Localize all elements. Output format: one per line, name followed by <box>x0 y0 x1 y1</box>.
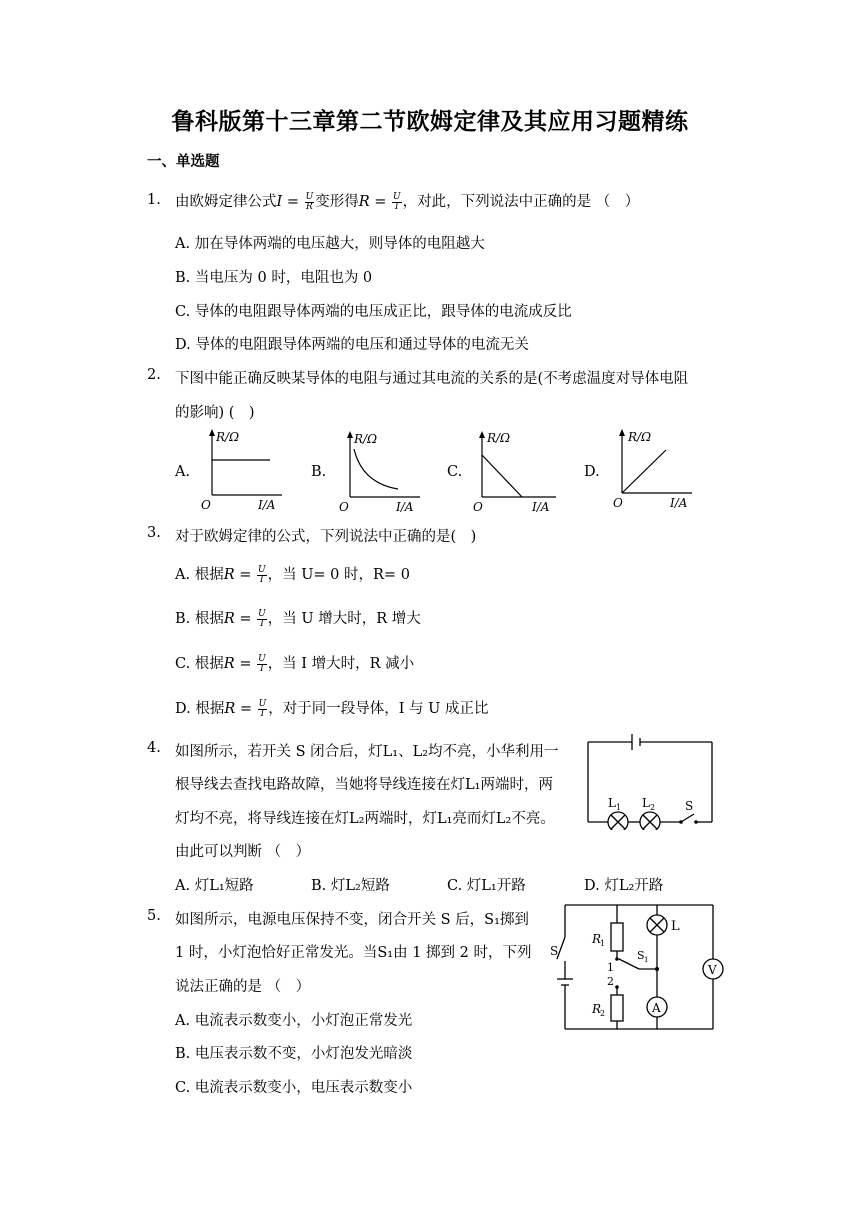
svg-text:1: 1 <box>616 803 622 812</box>
formula-fraction: $\frac{U}{R}$ <box>305 191 314 212</box>
question-4-stem-line2: 根导线去查找电路故障，当她将导线连接在灯L₁两端时，两 <box>175 777 553 793</box>
question-3-option-a[interactable]: A. 根据R = $\frac{U}{I}$ ，当 U= 0 时，R= 0 <box>175 564 410 585</box>
svg-text:S: S <box>685 799 694 813</box>
resistor-r1-icon <box>611 923 623 951</box>
question-5-option-b[interactable]: B. 电压表示数不变，小灯泡发光暗淡 <box>175 1046 413 1062</box>
x-axis-label: I/A <box>258 498 276 512</box>
svg-text:S: S <box>637 949 645 962</box>
question-4-stem-line4: 由此可以判断 （ ） <box>175 844 311 860</box>
question-2-option-d-label[interactable]: D. <box>584 464 600 480</box>
formula-fraction: $\frac{U}{I}$ <box>393 191 401 212</box>
question-4-option-d[interactable]: D. 灯L₂开路 <box>584 878 664 894</box>
page-title: 鲁科版第十三章第二节欧姆定律及其应用习题精练 <box>171 109 689 135</box>
graph-a <box>196 425 286 513</box>
graph-d <box>610 425 700 513</box>
question-1-option-a[interactable]: A. 加在导体两端的电压越大，则导体的电阻越大 <box>175 236 485 252</box>
question-1-number: 1. <box>147 192 161 208</box>
origin-label: O <box>339 500 349 513</box>
graph-c <box>470 425 560 513</box>
origin-label: O <box>201 498 211 512</box>
lamp-l2-icon <box>640 812 660 830</box>
question-3-number: 3. <box>147 525 161 541</box>
x-axis-label: I/A <box>396 500 414 513</box>
question-5-stem-line2: 1 时，小灯泡恰好正常发光。当S₁由 1 掷到 2 时，下列 <box>175 945 532 961</box>
question-4-option-a[interactable]: A. 灯L₁短路 <box>175 878 254 894</box>
svg-text:2: 2 <box>650 803 656 812</box>
question-3-stem: 对于欧姆定律的公式，下列说法中正确的是( ) <box>175 529 477 545</box>
question-4-option-b[interactable]: B. 灯L₂短路 <box>311 878 390 894</box>
svg-text:1: 1 <box>644 956 649 964</box>
y-axis-label: R/Ω <box>354 432 378 446</box>
question-3-option-d[interactable]: D. 根据R = $\frac{U}{I}$ ，对于同一段导体，I 与 U 成正比 <box>175 698 489 719</box>
y-axis-label: R/Ω <box>216 430 240 444</box>
selector-switch-s1-icon <box>619 959 639 969</box>
x-axis-label: I/A <box>670 496 688 510</box>
question-4-stem-line3: 灯均不亮，将导线连接在灯L₂两端时，灯L₁亮而灯L₂不亮。 <box>175 811 555 827</box>
svg-text:A: A <box>652 1001 661 1015</box>
circuit-diagram-q4 <box>580 730 720 830</box>
question-1-option-d[interactable]: D. 导体的电阻跟导体两端的电压和通过导体的电流无关 <box>175 337 529 353</box>
question-5-stem-line3: 说法正确的是 （ ） <box>175 979 311 995</box>
svg-text:L: L <box>642 796 650 810</box>
origin-label: O <box>473 500 483 513</box>
question-4-number: 4. <box>147 740 161 756</box>
svg-text:L: L <box>608 796 616 810</box>
svg-text:1: 1 <box>600 939 606 948</box>
resistor-r2-icon <box>611 995 623 1021</box>
graph-b <box>334 425 424 513</box>
x-axis-label: I/A <box>532 500 550 513</box>
question-5-option-c[interactable]: C. 电流表示数变小，电压表示数变小 <box>175 1080 413 1096</box>
question-2-stem-line2: 的影响) ( ) <box>175 405 255 421</box>
circuit-diagram-q5 <box>545 897 725 1037</box>
question-3-option-c[interactable]: C. 根据R = $\frac{U}{I}$ ，当 I 增大时，R 减小 <box>175 653 415 674</box>
svg-text:R: R <box>592 932 602 946</box>
question-4-option-c[interactable]: C. 灯L₁开路 <box>447 878 526 894</box>
y-axis-label: R/Ω <box>628 430 652 444</box>
svg-text:L: L <box>671 919 680 934</box>
question-5-option-a[interactable]: A. 电流表示数变小，小灯泡正常发光 <box>175 1013 413 1029</box>
lamp-l1-icon <box>608 812 628 830</box>
svg-text:S: S <box>550 944 559 958</box>
question-1-option-b[interactable]: B. 当电压为 0 时，电阻也为 0 <box>175 270 373 286</box>
question-5-stem-line1: 如图所示，电源电压保持不变，闭合开关 S 后，S₁掷到 <box>175 912 529 928</box>
origin-label: O <box>613 496 623 510</box>
question-2-option-b-label[interactable]: B. <box>311 464 327 480</box>
switch-icon <box>681 814 694 822</box>
question-1-option-c[interactable]: C. 导体的电阻跟导体两端的电压成正比，跟导体的电流成反比 <box>175 304 572 320</box>
question-1-stem: 由欧姆定律公式I = $\frac{U}{R}$ 变形得R = $\frac{U}{I}$ ，对此，下列说法中正确的是 （ ） <box>175 191 640 212</box>
question-2-option-a-label[interactable]: A. <box>175 464 191 480</box>
question-5-number: 5. <box>147 908 161 924</box>
y-axis-label: R/Ω <box>487 431 511 445</box>
svg-text:V: V <box>708 963 717 977</box>
question-2-option-c-label[interactable]: C. <box>447 464 463 480</box>
svg-text:R: R <box>592 1002 602 1016</box>
question-2-stem-line1: 下图中能正确反映某导体的电阻与通过其电流的关系的是(不考虑温度对导体电阻 <box>175 371 689 387</box>
svg-text:2: 2 <box>607 975 614 988</box>
svg-text:2: 2 <box>600 1009 606 1018</box>
svg-text:1: 1 <box>607 961 614 974</box>
section-heading: 一、单选题 <box>147 154 220 170</box>
question-4-stem-line1: 如图所示，若开关 S 闭合后，灯L₁、L₂均不亮，小华利用一 <box>175 744 559 760</box>
question-3-option-b[interactable]: B. 根据R = $\frac{U}{I}$ ，当 U 增大时，R 增大 <box>175 608 421 629</box>
question-2-number: 2. <box>147 367 161 383</box>
